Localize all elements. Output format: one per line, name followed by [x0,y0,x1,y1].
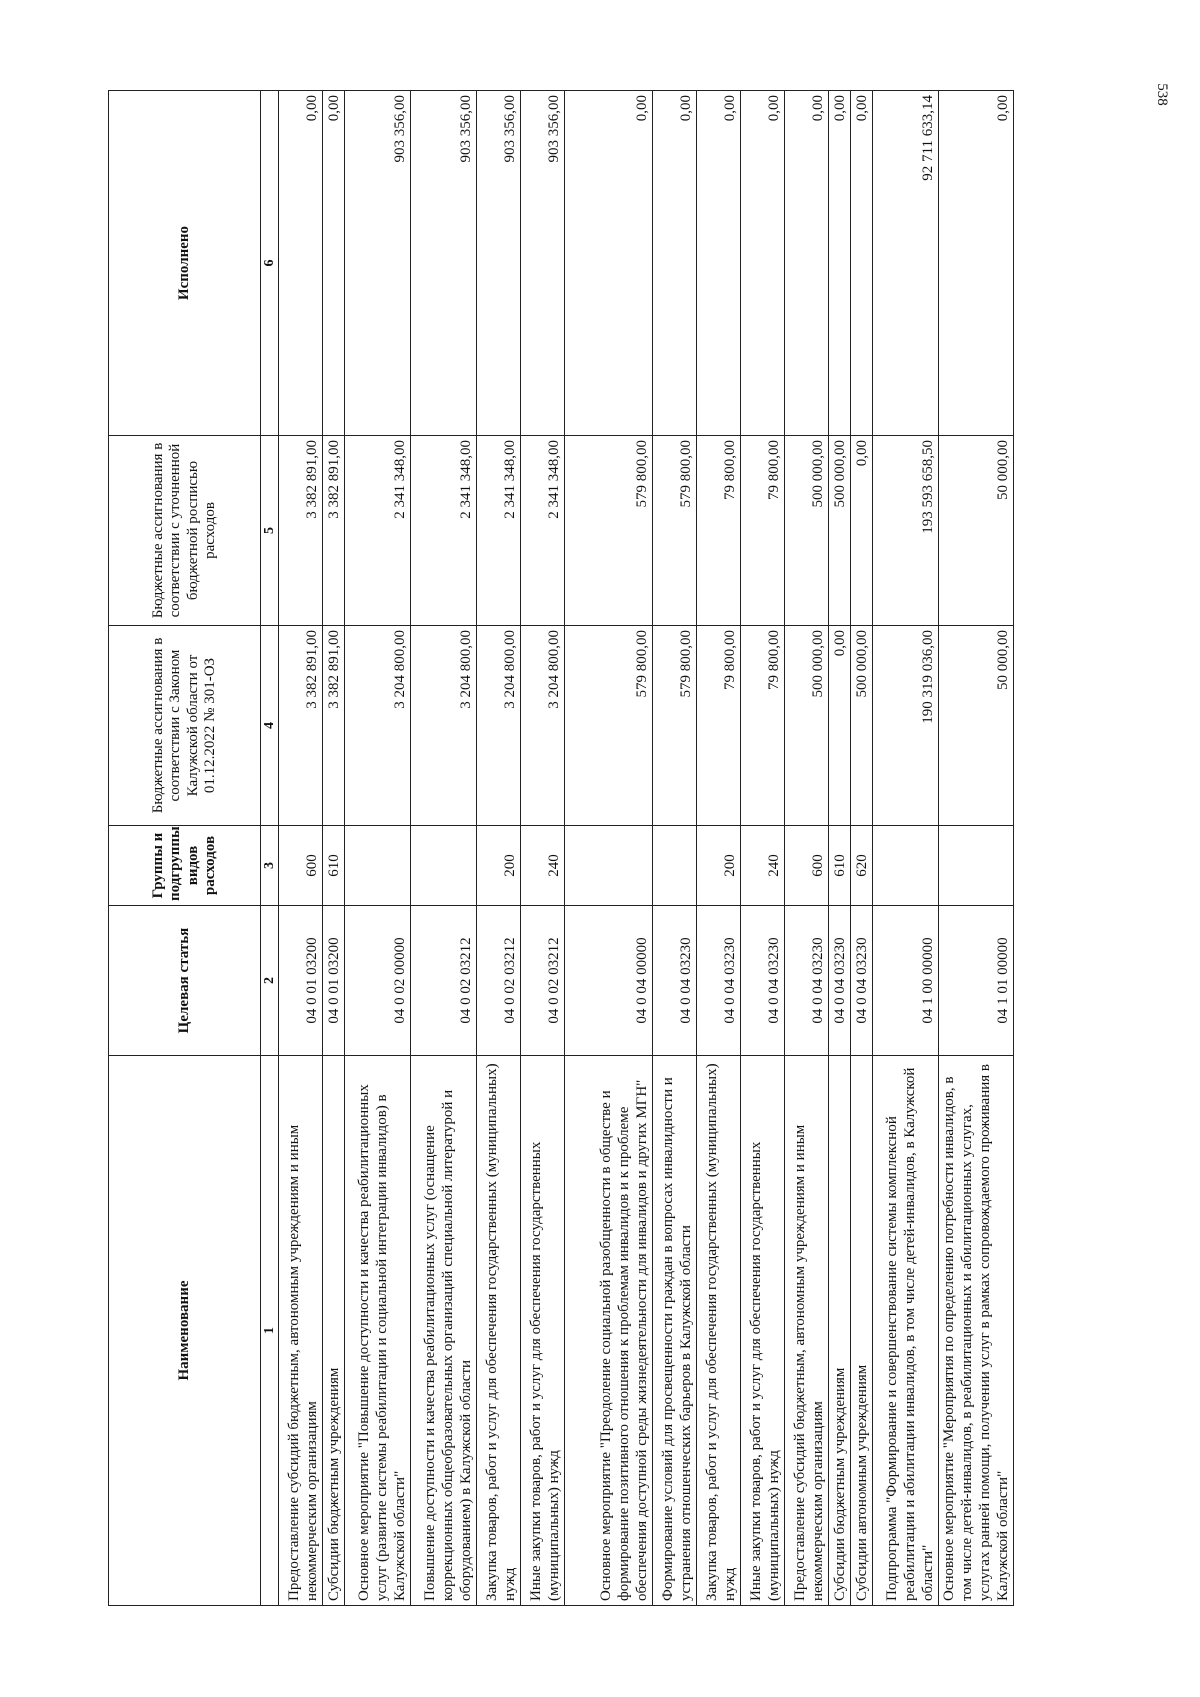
column-number: 4 [261,626,279,826]
row-expense-group: 610 [323,826,345,906]
column-number: 5 [261,436,279,626]
header-law-allocations: Бюджетные ассигнования в соответствии с Законом Калужской области от 01.12.2022 № 301-ОЗ [109,626,261,826]
page-number: 538 [1153,83,1170,106]
column-number: 2 [261,906,279,1056]
row-law-amount: 0,00 [829,626,851,826]
row-expense-group [565,826,653,906]
row-executed-amount: 0,00 [323,91,345,436]
row-name: Субсидии бюджетным учреждениям [829,1056,851,1606]
table-row [521,91,565,1606]
budget-table-container [108,91,1053,1606]
row-plan-amount: 50 000,00 [939,436,1014,626]
row-law-amount: 79 800,00 [697,626,741,826]
row-target-article: 04 0 02 03212 [411,906,477,1056]
table-row [829,91,851,1606]
row-law-amount: 190 319 036,00 [873,626,939,826]
row-name: Формирование условий для просвещенности граждан в вопросах инвалидности и устранения отношенческих барьеров в Калужской области [653,1056,697,1606]
row-name: Повышение доступности и качества реабилитационных услуг (оснащение коррекционных общеобразовательных организаций специальной литературой и оборудованием) в Калужской области [411,1056,477,1606]
row-law-amount: 79 800,00 [741,626,785,826]
row-expense-group: 620 [851,826,873,906]
row-plan-amount: 2 341 348,00 [521,436,565,626]
row-law-amount: 50 000,00 [939,626,1014,826]
row-target-article: 04 0 04 03230 [851,906,873,1056]
row-name: Предоставление субсидий бюджетным, автономным учреждениям и иным некоммерческим организациям [785,1056,829,1606]
row-executed-amount: 903 356,00 [411,91,477,436]
table-row [411,91,477,1606]
row-expense-group: 240 [521,826,565,906]
row-plan-amount: 193 593 658,50 [873,436,939,626]
row-law-amount: 500 000,00 [785,626,829,826]
table-row [851,91,873,1606]
table-row [345,91,411,1606]
row-name: Иные закупки товаров, работ и услуг для обеспечения государственных (муниципальных) нужд [521,1056,565,1606]
row-name: Субсидии автономным учреждениям [851,1056,873,1606]
row-target-article: 04 0 04 03230 [741,906,785,1056]
row-law-amount: 3 382 891,00 [323,626,345,826]
row-law-amount: 3 204 800,00 [411,626,477,826]
row-plan-amount: 79 800,00 [697,436,741,626]
row-law-amount: 3 204 800,00 [345,626,411,826]
table-row [653,91,697,1606]
row-target-article: 04 1 01 00000 [939,906,1014,1056]
row-plan-amount: 500 000,00 [785,436,829,626]
row-executed-amount: 903 356,00 [345,91,411,436]
row-target-article: 04 0 02 03212 [521,906,565,1056]
row-target-article: 04 0 01 03200 [279,906,323,1056]
row-expense-group [653,826,697,906]
header-target-article: Целевая статья [109,906,261,1056]
table-row [477,91,521,1606]
row-executed-amount: 0,00 [851,91,873,436]
row-law-amount: 500 000,00 [851,626,873,826]
row-expense-group [939,826,1014,906]
row-name: Иные закупки товаров, работ и услуг для обеспечения государственных (муниципальных) нужд [741,1056,785,1606]
row-plan-amount: 579 800,00 [653,436,697,626]
row-plan-amount: 2 341 348,00 [477,436,521,626]
header-executed: Исполнено [109,91,261,436]
row-plan-amount: 3 382 891,00 [323,436,345,626]
row-target-article: 04 0 04 03230 [697,906,741,1056]
row-target-article: 04 0 04 00000 [565,906,653,1056]
table-row [873,91,939,1606]
budget-table [108,90,1014,1606]
table-row [741,91,785,1606]
row-executed-amount: 903 356,00 [521,91,565,436]
table-row [323,91,345,1606]
row-plan-amount: 500 000,00 [829,436,851,626]
row-target-article: 04 0 01 03200 [323,906,345,1056]
row-name: Основное мероприятие "Преодоление социальной разобщенности в обществе и формирование позитивного отношения к проблемам инвалидов и к проблеме обеспечения доступной среды жизнедеятельности для инвалидов и других МГН" [565,1056,653,1606]
row-target-article: 04 1 00 00000 [873,906,939,1056]
table-row [697,91,741,1606]
row-expense-group: 200 [697,826,741,906]
row-name: Основное мероприятие "Мероприятия по определению потребности инвалидов, в том числе детей-инвалидов, в реабилитационных и абилитационных услугах, услугах ранней помощи, получении услуг в рамках сопровождаемого проживания в Калужской области" [939,1056,1014,1606]
row-target-article: 04 0 04 03230 [785,906,829,1056]
column-number: 1 [261,1056,279,1606]
row-name: Предоставление субсидий бюджетным, автономным учреждениям и иным некоммерческим организациям [279,1056,323,1606]
row-expense-group [873,826,939,906]
row-executed-amount: 0,00 [785,91,829,436]
row-law-amount: 579 800,00 [653,626,697,826]
column-number: 6 [261,91,279,436]
column-number: 3 [261,826,279,906]
row-executed-amount: 903 356,00 [477,91,521,436]
row-plan-amount: 2 341 348,00 [411,436,477,626]
row-expense-group: 610 [829,826,851,906]
row-expense-group: 600 [785,826,829,906]
row-target-article: 04 0 02 00000 [345,906,411,1056]
row-name: Основное мероприятие "Повышение доступности и качества реабилитационных услуг (развитие системы реабилитации и социальной интеграции инвалидов) в Калужской области" [345,1056,411,1606]
header-name: Наименование [109,1056,261,1606]
row-executed-amount: 92 711 633,14 [873,91,939,436]
table-row [939,91,1014,1606]
row-name: Подпрограмма "Формирование и совершенствование системы комплексной реабилитации и абилитации инвалидов, в том числе детей-инвалидов, в Калужской области" [873,1056,939,1606]
row-expense-group [345,826,411,906]
row-executed-amount: 0,00 [741,91,785,436]
row-plan-amount: 579 800,00 [565,436,653,626]
header-expense-groups: Группы и подгруппы видов расходов [109,826,261,906]
row-expense-group: 200 [477,826,521,906]
row-executed-amount: 0,00 [939,91,1014,436]
row-target-article: 04 0 04 03230 [829,906,851,1056]
row-executed-amount: 0,00 [653,91,697,436]
header-plan-allocations: Бюджетные ассигнования в соответствии с уточненной бюджетной росписью расходов [109,436,261,626]
row-name: Субсидии бюджетным учреждениям [323,1056,345,1606]
row-law-amount: 3 204 800,00 [477,626,521,826]
row-executed-amount: 0,00 [279,91,323,436]
row-expense-group: 240 [741,826,785,906]
row-plan-amount: 79 800,00 [741,436,785,626]
row-target-article: 04 0 04 03230 [653,906,697,1056]
row-executed-amount: 0,00 [829,91,851,436]
table-row [565,91,653,1606]
row-name: Закупка товаров, работ и услуг для обеспечения государственных (муниципальных) нужд [697,1056,741,1606]
row-expense-group [411,826,477,906]
row-law-amount: 3 382 891,00 [279,626,323,826]
row-executed-amount: 0,00 [697,91,741,436]
row-name: Закупка товаров, работ и услуг для обеспечения государственных (муниципальных) нужд [477,1056,521,1606]
table-row [279,91,323,1606]
row-law-amount: 579 800,00 [565,626,653,826]
row-plan-amount: 3 382 891,00 [279,436,323,626]
row-executed-amount: 0,00 [565,91,653,436]
row-law-amount: 3 204 800,00 [521,626,565,826]
row-target-article: 04 0 02 03212 [477,906,521,1056]
row-plan-amount: 2 341 348,00 [345,436,411,626]
row-plan-amount: 0,00 [851,436,873,626]
table-row [785,91,829,1606]
row-expense-group: 600 [279,826,323,906]
